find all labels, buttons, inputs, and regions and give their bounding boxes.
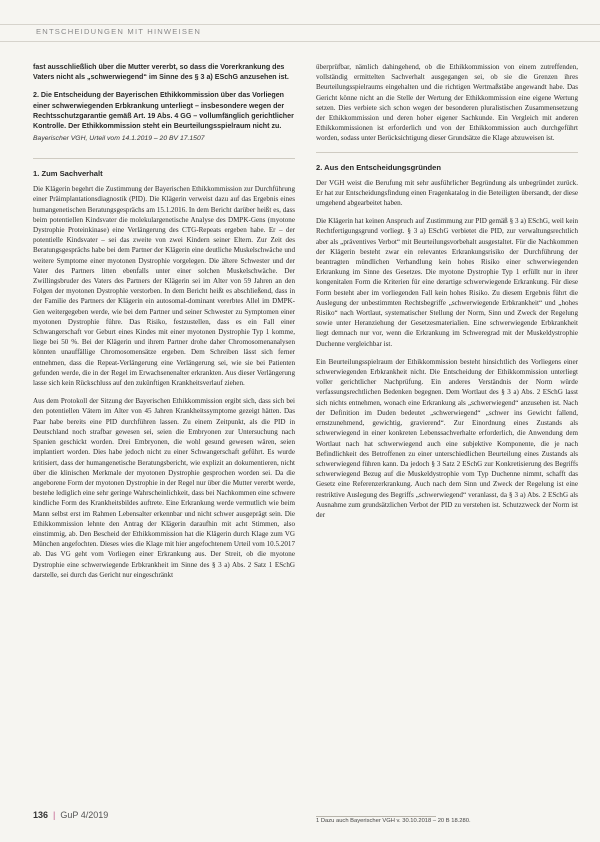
- page-footer: [33, 810, 108, 820]
- headnote-2: 2. Die Entscheidung der Bayerischen Ethikkommission über das Vorliegen einer schwerwiegenden Erbkrankung unterliegt – insbesondere wegen der Rechtsschutzgarantie gemäß Art. 19 Abs. 4 GG – vollumfänglich gerichtlicher Kontrolle. Der Ethikkommission steht ein Beurteilungsspielraum nicht zu.: [33, 91, 294, 131]
- page-number: 136: [33, 810, 49, 820]
- footer-separator: |: [53, 810, 56, 820]
- section-heading-entscheidungsgruende: 2. Aus den Entscheidungsgründen: [316, 162, 442, 172]
- footnote: 1 Dazu auch Bayerischer VGH v. 30.10.2018 – 20 B 18.280.: [316, 818, 471, 824]
- headnote-intro: fast ausschließlich über die Mutter vererbt, so dass die Vorerkrankung des Vaters nicht als „schwerwiegend“ im Sinne des § 3 a) ESchG anzusehen ist.: [33, 63, 289, 82]
- case-citation: Bayerischer VGH, Urteil vom 14.1.2019 – 20 BV 17.1507: [33, 135, 205, 143]
- journal-issue: GuP 4/2019: [60, 810, 109, 820]
- paragraph: Der VGH weist die Berufung mit sehr ausführlicher Begründung als unbegründet zurück. Er hat zur Entscheidungsfindung einen Fragenkatalog in die Beteiligten übersandt, der diese umgehend abgearbeitet haben.: [316, 178, 578, 208]
- section-header: ENTSCHEIDUNGEN MIT HINWEISEN: [36, 27, 202, 36]
- paragraph: Die Klägerin hat keinen Anspruch auf Zustimmung zur PID gemäß § 3 a) ESchG, weil kein Rechtfertigungsgrund vorliegt. § 3 a) ESchG verbietet die PID, zur verwaltungsrechtlich aber als „präventives Verbot“ mit Beurteilungsvorbehalt ausgestaltet. Für die Nachkommen der Klägerin besteht zwar ein relevantes Erkrankungsrisiko der Durchführung der beantragten mündlichen Verhandlung kein hohes Risiko einer schwerwiegenden Erkrankung im Sinne des Gesetzes. Die myotone Dystrophie Typ 1 erfüllt nur in ihrer kongenitalen Form die Kriterien für eine derartige schwerwiegende Erkrankung. Für diese Form besteht aber im vorliegenden Fall kein hohes Risiko. Zu diesem Ergebnis führt die Auslegung der unbestimmten Rechtsbegriffe „schwerwiegende Erbkrankheit“ und „hohes Risiko“ nach Wortlaut, systematischer Stellung der Norm, Sinn und Zweck der Regelung sowie unter Heranziehung der Gesetzesmaterialien. Eine schwerwiegende Erbkrankheit liegt demnach nur vor, wenn die Erkrankung im Schweregrad mit der Muskeldystrophie Duchenne vergleichbar ist.: [316, 217, 578, 348]
- divider: [316, 152, 578, 153]
- divider: [33, 158, 295, 159]
- footnote-divider: [316, 816, 436, 817]
- paragraph: Aus dem Protokoll der Sitzung der Bayerischen Ethikkommission ergibt sich, dass sich bei den potentiellen Vätern im Alter von 45 Jahren Krankheitssymptome gezeigt hätten. Das Paar habe bereits eine PID durchführen lassen. Zu einem Zeitpunkt, als die PID in Deutschland noch strafbar gewesen sei, seien die Embryonen zur Untersuchung nach Spanien geschickt worden. Drei Embryonen, die wohl gesund gewesen wären, seien implantiert worden. Dies habe jedoch nicht zu einer Schwangerschaft geführt. Es wurde kritisiert, dass der humangenetische Beratungsbericht, wie explizit an dokumentieren, nicht über die klinischen Merkmale der myotonen Dystrophie gesprochen worden sei. Da die angeborene Form der myotonen Dystrophie in der Regel nur über die Mutter vererbt werde, bestehe lediglich eine sehr geringe Wahrscheinlichkeit, dass bei Nachkommen eine schwere kindliche Form des Krankheitsbildes auftrete. Eine Erkrankung werde vermutlich wie beim Mann selbst erst im Rahmen Lebensalter erkennbar und nicht schwer ausgeprägt sein. Die Ethikkommission lehnte den Antrag der Klägerin daraufhin mit acht Stimmen, also einstimmig, ab. Den Bescheid der Ethikkommission hat die Klägerin durch Klage zum VG München angefochten. Dieses wies die Klage mit hier angefochtenem Urteil vom 10.5.2017 ab. Das VG geht vom Vorliegen einer Erkrankung aus. Der Streit, ob die myotone Dystrophie eine schwerwiegende Erbkrankheit im Sinne des § 3 a) Abs. 2 Satz 1 ESchG darstelle, sei durch das Gericht nur eingeschränkt: [33, 397, 295, 579]
- section-heading-sachverhalt: 1. Zum Sachverhalt: [33, 169, 103, 179]
- left-column: [33, 62, 295, 588]
- paragraph: Ein Beurteilungsspielraum der Ethikkommission besteht hinsichtlich des Vorliegens einer schwerwiegenden Erbkrankheit nicht. Die Entscheidung der Ethikkommission unterliegt voller gerichtlicher Nachprüfung. Ein anderes Verständnis der Norm würde verfassungsrechtlichen Bedenken begegnen. Dem Wortlaut des § 3 a) Abs. 2 ESchG lasst sich nichts entnehmen, wonach eine Erkrankung als „schwerwiegend“ anzusehen ist. Nach der Definition im Duden bedeutet „schwerwiegend“ „schwer ins Gewicht fallend, ernstzunehmend, gewichtig, gravierend“. Zur Einordnung eines Zustands als schwerwiegend in einer konkreten Lebenssachverhalte erforderlich, die Anwendung dem Wortlaut nach hat schwerwiegend auch eine subjektive Komponente, die je nach Befindlichkeit des Betroffenen zu einer unterschiedlichen Beurteilung eines Zustands als schwerwiegend führen kann. Da jedoch § 3 Satz 2 ESchG zur Konkretisierung des Begriffs schwerwiegend Bezug auf die Muskeldystrophie vom Typ Duchenne nimmt, schafft das Gesetz eine Referenzerkrankung. Auch nach dem Sinn und Zweck der Regelung ist eine restriktive Auslegung des Begriffs „schwerwiegend“ veranlasst, da § 3 a) Abs. 2 ESchG als Ausnahme zum grundsätzlichen Verbot der PID zu verstehen ist. Schutzzweck der Norm ist der: [316, 357, 578, 519]
- right-column: [316, 62, 578, 528]
- paragraph: Die Klägerin begehrt die Zustimmung der Bayerischen Ethikkommission zur Durchführung einer Präimplantationsdiagnostik (PID). Die Klägerin verweist dazu auf das Ergebnis eines humangenetischen Beratungsgesprächs am 15.1.2016. In dem Bericht darüber heißt es, dass beim potentiellen Kindsvater die molekulargenetische Analyse des DMPK-Gens (myotone Dystrophie Proteinkinase) eine Verlängerung des CTG-Repeats ergeben habe. Er – der potentielle Kindsvater – sei das zweite von zwei Kindern seiner Eltern. Zur Zeit des Beratungsgesprächs habe bei dem Partner der Klägerin eine deutliche Muskelschwäche und weitere Symptome einer myotonen Dystrophie vorgelegen. Die ältere Schwester und der Vater des Partners litten ebenfalls unter einer solchen Muskelschwäche. Der Zwillingsbruder des Vaters des Partners der Klägerin sei im Alter von 59 Jahren an den Folgen der myotonen Dystrophie verstorben. In dem Bericht heißt es abschließend, dass in der Familie des Partners der Klägerin ein autosomal-dominant vererbtes Allel im DMPK-Gen weitergegeben werde, wie bei dem Partner und seiner Schwester zu Symptomen einer myotonen Dystrophie führe. Das Risiko, festzustellen, dass es ein Fall einer Schwangerschaft vor Geburt eines Kindes mit einer myotonen Dystrophie Typ 1 komme, liege bei 50 %. Bei der Klägerin und ihrem Partner drohe daher Chromosomenanalysen könnten unauffällige Chromosomensätze ergeben. Dem Schreiben lässt sich ferner entnehmen, dass die Repeat-Verlängerung eine Verlängerung sei, wie sie bei Patienten gefunden werde, die in der Regel im Erwachsenenalter erkrankten. Aus dieser Verlängerung lasse sich kein Rückschluss auf den zukünftigen Krankheitsverlauf ziehen.: [33, 185, 295, 388]
- paragraph: überprüfbar, nämlich dahingehend, ob die Ethikkommission von einem zutreffenden, vollständig ermittelten Sachverhalt ausgegangen sei, ob sie die Grenzen ihres Beurteilungsspielraums eingehalten und die richtigen Wertmaßstäbe angewandt habe. Das Gericht könne nicht an die Stelle der Wertung der Ethikkommission eine eigene Wertung setzen. Dies verbiete sich schon wegen der besonderen pluralistischen Zusammensetzung der Ethikkommission und deren hoher eigener Sachkunde. Ein Vergleich mit anderen Ethikkommissionen ist erforderlich und von der Ethikkommission auch durchgeführt worden, sodass unter Berücksichtigung dieser Grundsätze die Klage abzuweisen ist.: [316, 63, 578, 143]
